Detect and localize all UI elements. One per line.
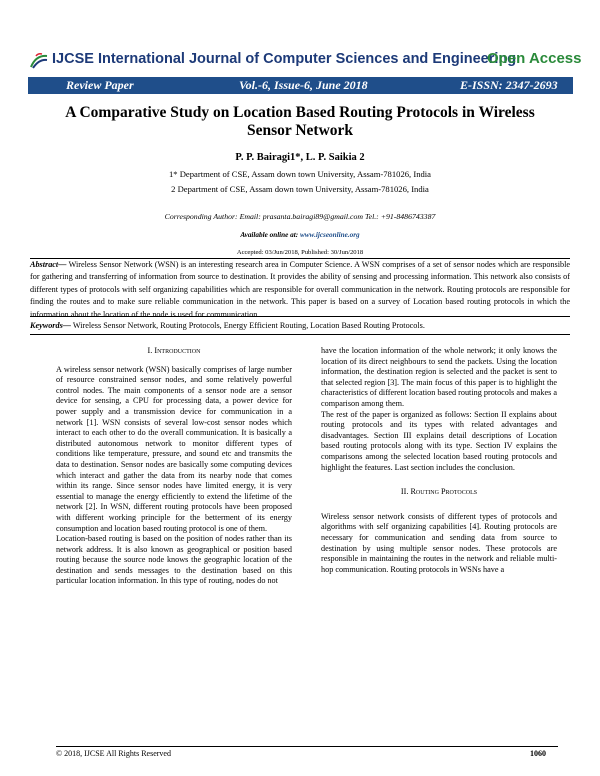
copyright: © 2018, IJCSE All Rights Reserved	[56, 749, 171, 758]
abstract-text: Wireless Sensor Network (WSN) is an interesting research area in Computer Science. A WSN comprises of a set of sensor nodes which are responsible for gathering and transferring of information from source to destination. It provides the ability of sensing and processing information. This network also consists of different types of protocols with self organizing capabilities which are responsible for overall communication in the network. Routing protocols are responsible for finding the routes and to make sure reliable communication in the network. This paper is based on a survey of Location based routing protocols in which the information about the location of the node is used for communication.	[30, 260, 570, 319]
section-heading-introduction: I. Introduction	[147, 346, 201, 355]
intro-paragraph-1: A wireless sensor network (WSN) basically comprises of large number of resource constrained sensor nodes, and some relatively powerful control nodes. The main components of a sensor node are a sensor device for sensing, a CPU for processing data, a power device for power supply and a transmission device for communication in a network [1]. WSN consists of several low-cost sensor nodes which interact to each other to do the overall communication. It is basically a distributed autonomous network to monitor different types of conditions like temperature, pressure, and sound etc and transmits the data to destination. Sensor nodes are basically some computing devices which interact and gather the data from its nearby node that comes within its range. Since sensor nodes have limited energy, it is very essential to manage the energy efficiently to extend the lifetime of the network [2]. In WSN, different routing protocols have been proposed with different working principle for the betterment of its energy consumption and location based routing protocol is one of them.	[56, 364, 292, 533]
keywords-bottom-rule	[30, 334, 570, 335]
corresponding-author: Corresponding Author: Email: prasanta.bairagi89@gmail.com Tel.: +91-8486743387	[164, 212, 436, 221]
available-online	[30, 231, 570, 239]
authors: P. P. Bairagi1*, L. P. Saikia 2	[235, 152, 365, 163]
issue-banner	[28, 77, 573, 94]
affiliation-2: 2 Department of CSE, Assam down town University, Assam-781026, India	[171, 184, 429, 194]
abstract-bottom-rule	[30, 316, 570, 317]
paper-title	[30, 104, 570, 140]
journal-title: International Journal of Computer Sciences and Engineering	[97, 51, 517, 67]
journal-header	[52, 51, 516, 67]
journal-logo-text: IJCSE	[52, 51, 94, 67]
volume-issue: Vol.-6, Issue-6, June 2018	[239, 78, 368, 92]
affiliation-1: 1* Department of CSE, Assam down town University, Assam-781026, India	[168, 169, 431, 179]
right-paragraph-1: have the location information of the whole network; it only knows the location of its direct neighbours to send the packets. Using the location information, the destination region is selected and the packet is sent to that selected region [3]. The main focus of this paper is to highlight the characteristics of different location based routing protocols and makes a comparison among them.	[321, 346, 557, 408]
open-access-label: Open Access	[487, 50, 582, 67]
available-label: Available online at:	[240, 231, 300, 239]
paper-type: Review Paper	[66, 78, 134, 92]
keywords-text: Wireless Sensor Network, Routing Protocols, Energy Efficient Routing, Location Based Routing Protocols.	[70, 321, 425, 330]
intro-paragraph-2: Location-based routing is based on the position of nodes rather than its network address. It is also known as geographical or position based routing because the source node knows the geographic location of the destination and sends messages to the destination based on this particular location information. In this type of routing, nodes do not	[56, 534, 292, 586]
keywords	[30, 320, 570, 332]
title-line-1: A Comparative Study on Location Based Routing Protocols in Wireless	[65, 104, 535, 121]
accepted-date: Accepted: 03/Jun/2018, Published: 30/Jun/2018	[236, 249, 364, 256]
title-line-2: Sensor Network	[246, 122, 354, 139]
right-paragraph-2: The rest of the paper is organized as follows: Section II explains about routing protocols and its types with related advantages and disadvantages. Section III explains detail descriptions of Location based routing protocols along with its type. Section IV explains the comparisons among the selected location based routing protocols and highlight the features. Last section includes the conclusion.	[321, 409, 557, 472]
abstract	[30, 259, 570, 321]
section-heading-routing-protocols: II. Routing Protocols	[400, 487, 478, 497]
right-column	[321, 346, 557, 575]
journal-logo-icon	[30, 53, 48, 69]
page-number: 1060	[530, 749, 546, 758]
footer-rule	[56, 746, 558, 747]
journal-url-link[interactable]: www.ijcseonline.org	[299, 231, 360, 239]
keywords-label: Keywords—	[30, 321, 71, 330]
routing-paragraph-1: Wireless sensor network consists of different types of protocols and algorithms with self organizing capabilities [4]. Routing protocols are necessary for communication and sending data from source to destination by using multiple sensor nodes. These protocols are responsible in maintaining the routes in the network and reliable multi-hop communication. Routing protocols in WSNs have a	[321, 511, 557, 574]
abstract-label: Abstract—	[30, 260, 67, 269]
issn: E-ISSN: 2347-2693	[460, 78, 558, 92]
left-column	[56, 346, 292, 587]
